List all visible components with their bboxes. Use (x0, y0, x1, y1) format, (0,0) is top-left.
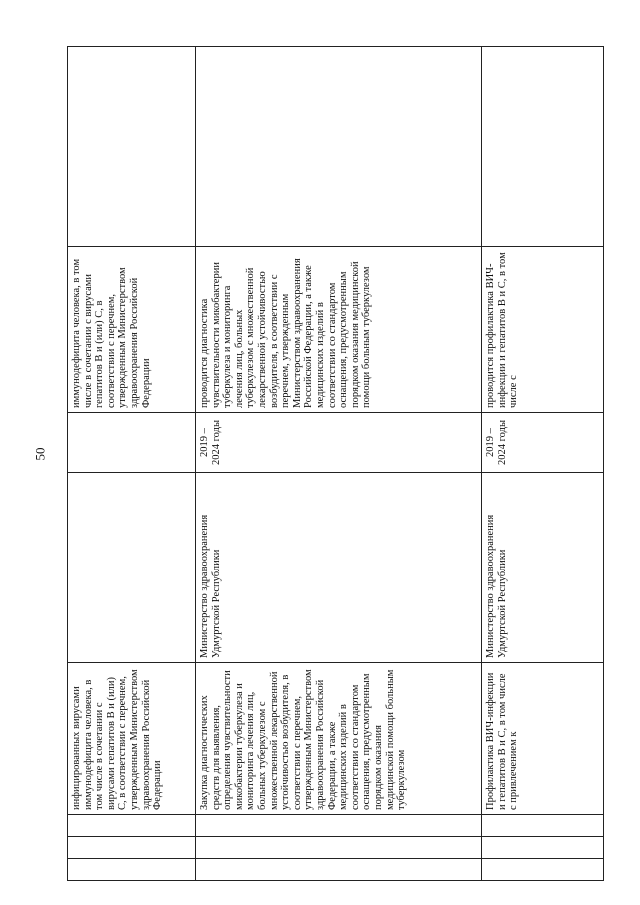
empty-cell (196, 815, 482, 837)
executor-cell: Министерство здравоохранения Удмуртской Республики (482, 473, 604, 663)
empty-cell (196, 837, 482, 859)
last-cell (196, 47, 482, 247)
last-cell (68, 47, 196, 247)
result-cell: проводится профилактика ВИЧ-инфекции и гепатитов В и С, в том числе с (482, 247, 604, 413)
empty-cell (68, 837, 196, 859)
empty-cell (482, 859, 604, 881)
empty-cell (68, 859, 196, 881)
result-cell: проводится диагностика чувствительности микобактерии туберкулеза и мониторинга лечения лиц, больных туберкулезом с множественной лекарственной устойчивостью возбудителя, в соответствии с перечнем, утвержденным Министерством здравоохранения Российской Федерации, а также медицинских изделий в соответствии со стандартом оснащения, предусмотренным порядком оказания медицинской помощи больным туберкулезом (196, 247, 482, 413)
period-cell: 2019 – 2024 годы (482, 413, 604, 473)
empty-cell (482, 815, 604, 837)
empty-cell (482, 837, 604, 859)
period-cell: 2019 – 2024 годы (196, 413, 482, 473)
empty-cell (196, 859, 482, 881)
last-cell (482, 47, 604, 247)
result-cell: иммунодефицита человека, в том числе в сочетании с вирусами гепатитов В и (или) С, в соответствии с перечнем, утвержденным Министерством здравоохранения Российской Федерации (68, 247, 196, 413)
measure-cell: Профилактика ВИЧ-инфекции и гепатитов В и С, в том числе с привлечением к (482, 663, 604, 815)
executor-cell: Министерство здравоохранения Удмуртской Республики (196, 473, 482, 663)
page-number: 50 (32, 447, 48, 461)
measure-cell: инфицированных вирусами иммунодефицита человека, в том числе в сочетании с вирусами гепатитов В и (или) С, в соответствии с перечнем, утвержденным Министерством здравоохранения Российской Федерации (68, 663, 196, 815)
period-cell (68, 413, 196, 473)
table-row (196, 47, 482, 881)
executor-cell (68, 473, 196, 663)
table-row (68, 47, 196, 881)
empty-cell (68, 815, 196, 837)
measure-cell: Закупка диагностических средств для выявления, определения чувствительности микобактерии туберкулеза и мониторинга лечения лиц, больных туберкулезом с множественной лекарственной устойчивостью возбудителя, в соответствии с перечнем, утвержденным Министерством здравоохранения Российской Федерации, а также медицинских изделий в соответствии со стандартом оснащения, предусмотренным порядком оказания медицинской помощи больным туберкулезом (196, 663, 482, 815)
table-row (482, 47, 604, 881)
program-table (67, 47, 603, 881)
